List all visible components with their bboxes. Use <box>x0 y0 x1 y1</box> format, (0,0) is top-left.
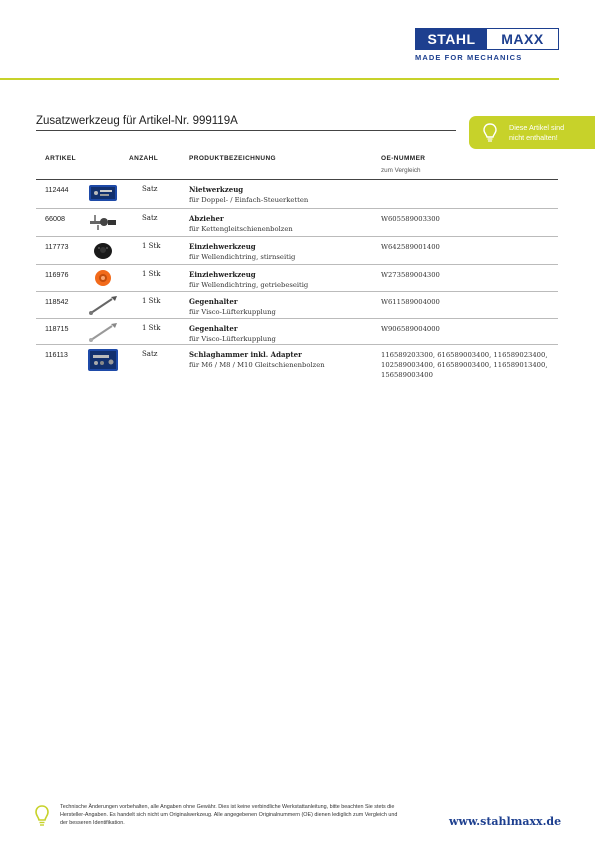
table-row <box>36 209 558 237</box>
header-divider <box>0 78 559 80</box>
row-artikel: 66008 <box>45 214 65 223</box>
header-oe-nummer: OE-NUMMER <box>381 155 426 162</box>
row-anzahl: Satz <box>142 350 158 358</box>
table-row <box>36 292 558 319</box>
table-row <box>36 180 558 209</box>
logo-tagline: MADE FOR MECHANICS <box>415 53 523 62</box>
product-name: Einziehwerkzeug <box>189 270 256 279</box>
row-product <box>189 350 325 370</box>
product-description: für Visco-Lüfterkupplung <box>189 308 276 316</box>
table-row <box>36 319 558 345</box>
row-oe-number: W273589004300 <box>381 271 440 279</box>
title-underline <box>36 130 456 131</box>
brand-logo <box>415 28 559 66</box>
product-name: Einziehwerkzeug <box>189 242 256 251</box>
header-oe-subtitle: zum Vergleich <box>381 167 421 174</box>
row-product <box>189 214 293 234</box>
lightbulb-icon <box>34 804 50 833</box>
product-image-blue-toolcase-hammer <box>84 345 122 375</box>
footer-disclaimer: Technische Änderungen vorbehalten, alle Angaben ohne Gewähr. Dies ist keine verbindliche Werkstattanleitung, bitte beachten Sie stets die Hersteller-Angaben. Es handelt sich nicht um Originalwerkzeug. Alle angegebenen Originalnummern (OE) dienen lediglich zum Vergleich und der besseren Identifikation. <box>60 804 398 826</box>
header-anzahl: ANZAHL <box>129 155 159 162</box>
row-product <box>189 242 295 262</box>
product-name: Gegenhalter <box>189 324 238 333</box>
row-product <box>189 185 308 205</box>
row-anzahl: Satz <box>142 214 158 222</box>
hint-line-2: nicht enthalten! <box>509 132 558 142</box>
row-oe-number: W642589001400 <box>381 243 440 251</box>
row-oe-number: W605589003300 <box>381 215 440 223</box>
product-description: für Doppel- / Einfach-Steuerketten <box>189 196 309 204</box>
row-artikel: 117773 <box>45 242 69 251</box>
product-image-puller-tool <box>84 209 122 235</box>
product-image-black-seal-driver <box>84 237 122 263</box>
product-name: Schlaghammer inkl. Adapter <box>189 350 302 359</box>
row-artikel: 116113 <box>45 350 68 359</box>
row-artikel: 112444 <box>45 185 69 194</box>
logo-box <box>415 28 559 50</box>
row-oe-number: 116589203300, 616589003400, 116589023400, 102589003400, 616589003400, 116589013400, 156589003400 <box>381 351 548 379</box>
row-product <box>189 324 276 344</box>
row-anzahl: Satz <box>142 185 158 193</box>
row-anzahl: 1 Stk <box>142 270 161 278</box>
row-artikel: 118542 <box>45 297 69 306</box>
table-row <box>36 237 558 265</box>
product-name: Gegenhalter <box>189 297 238 306</box>
header-artikel: ARTIKEL <box>45 155 76 162</box>
hint-text <box>509 123 564 142</box>
row-product <box>189 270 308 290</box>
row-artikel: 116976 <box>45 270 69 279</box>
product-image-blue-toolcase <box>84 180 122 206</box>
row-anzahl: 1 Stk <box>142 324 161 332</box>
product-image-orange-seal-driver <box>84 265 122 291</box>
product-description: für Kettengleitschienenbolzen <box>189 225 293 233</box>
logo-right-text: MAXX <box>487 29 558 49</box>
product-image-counterholder-wrench <box>84 292 122 318</box>
table-row <box>36 265 558 292</box>
page-title: Zusatzwerkzeug für Artikel-Nr. 999119A <box>36 115 238 127</box>
product-description: für Wellendichtring, getriebeseitig <box>189 281 309 289</box>
logo-left-text: STAHL <box>427 31 476 47</box>
row-artikel: 118715 <box>45 324 69 333</box>
hint-line-1: Diese Artikel sind <box>509 123 565 132</box>
row-oe-number: W906589004000 <box>381 325 440 333</box>
product-description: für Visco-Lüfterkupplung <box>189 335 276 343</box>
product-image-counterholder-wrench-light <box>84 319 122 345</box>
header-produkt: PRODUKTBEZEICHNUNG <box>189 155 277 162</box>
product-description: für M6 / M8 / M10 Gleitschienenbolzen <box>189 361 325 369</box>
row-anzahl: 1 Stk <box>142 242 161 250</box>
footer-website-link[interactable]: www.stahlmaxx.de <box>449 815 562 828</box>
row-oe-number: W611589004000 <box>381 298 440 306</box>
row-anzahl: 1 Stk <box>142 297 161 305</box>
table-row <box>36 345 558 390</box>
product-name: Nietwerkzeug <box>189 185 244 194</box>
product-name: Abzieher <box>189 214 224 223</box>
lightbulb-icon <box>479 123 501 143</box>
product-description: für Wellendichtring, stirnseitig <box>189 253 296 261</box>
row-product <box>189 297 276 317</box>
hint-badge <box>469 116 595 149</box>
